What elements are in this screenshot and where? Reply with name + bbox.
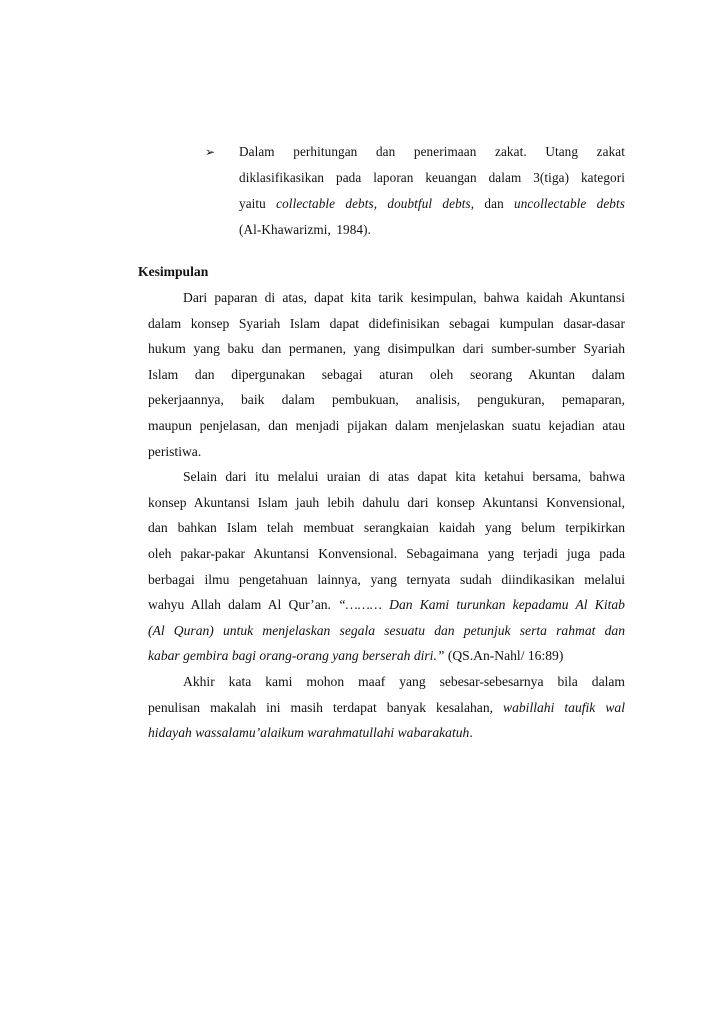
paragraph-line: Akhir kata kami mohon maaf yang sebesar-sebesarnya bila dalam bbox=[183, 673, 625, 689]
paragraph-text-span: . bbox=[469, 725, 473, 741]
bullet-line: diklasifikasikan pada laporan keuangan dalam 3(tiga) kategori bbox=[239, 170, 625, 185]
arrow-bullet-icon: ➢ bbox=[205, 145, 216, 159]
paragraph-line: Islam dan dipergunakan sebagai aturan oleh seorang Akuntan dalam bbox=[148, 366, 625, 382]
bullet-text-span: dan bbox=[474, 196, 515, 211]
paragraph-line: Selain dari itu melalui uraian di atas dapat kita ketahui bersama, bahwa bbox=[183, 469, 625, 485]
paragraph-line: Dari paparan di atas, dapat kita tarik kesimpulan, bahwa kaidah Akuntansi bbox=[183, 290, 625, 305]
closing-italic-span: hidayah wassalamu’alaikum warahmatullahi wabarakatuh bbox=[148, 725, 470, 741]
quran-quote-span: “……… Dan Kami turunkan kepadamu Al Kitab bbox=[338, 597, 625, 613]
paragraph-line: maupun penjelasan, dan menjadi pijakan dalam menjelaskan suatu kejadian atau bbox=[148, 417, 625, 433]
paragraph-line: berbagai ilmu pengetahuan lainnya, yang ternyata sudah diindikasikan melalui bbox=[148, 571, 625, 587]
bullet-line bbox=[239, 191, 625, 217]
citation-span: (QS.An-Nahl/ 16:89) bbox=[444, 648, 564, 664]
paragraph-line: konsep Akuntansi Islam jauh lebih dahulu dari konsep Akuntansi Konvensional, bbox=[148, 494, 625, 510]
section-body bbox=[148, 285, 625, 746]
bullet-item bbox=[205, 139, 625, 243]
paragraph-line: peristiwa. bbox=[148, 443, 202, 459]
paragraph-line bbox=[148, 592, 625, 618]
section-heading: Kesimpulan bbox=[138, 264, 209, 279]
paragraph-line: (Al Quran) untuk menjelaskan segala sesuatu dan petunjuk serta rahmat dan bbox=[148, 622, 625, 638]
paragraph-line bbox=[148, 695, 625, 721]
bullet-italic-span: collectable debts, doubtful debts, bbox=[276, 196, 475, 211]
bullet-line: (Al-Khawarizmi, 1984). bbox=[239, 222, 372, 237]
bullet-text-span: yaitu bbox=[239, 196, 277, 211]
bullet-line: Dalam perhitungan dan penerimaan zakat. Utang zakat bbox=[239, 144, 625, 159]
bullet-italic-span: uncollectable debts bbox=[514, 196, 625, 211]
bullet-text bbox=[239, 139, 625, 243]
paragraph-line: oleh pakar-pakar Akuntansi Konvensional. Sebagaimana yang terjadi juga pada bbox=[148, 545, 625, 561]
paragraph-text-span: penulisan makalah ini masih terdapat banyak kesalahan, bbox=[148, 699, 504, 715]
paragraph-line: hukum yang baku dan permanen, yang disimpulkan dari sumber-sumber Syariah bbox=[148, 341, 625, 357]
closing-italic-span: wabillahi taufik wal bbox=[503, 699, 625, 715]
paragraph-line: pekerjaannya, baik dalam pembukuan, analisis, pengukuran, pemaparan, bbox=[148, 392, 625, 408]
quran-quote-span: kabar gembira bagi orang-orang yang berserah diri.” bbox=[148, 648, 445, 664]
paragraph-line: dan bahkan Islam telah membuat serangkaian kaidah yang belum terpikirkan bbox=[148, 520, 625, 536]
paragraph-text-span: wahyu Allah dalam Al Qur’an. bbox=[148, 597, 339, 613]
paragraph-line bbox=[148, 720, 625, 746]
paragraph-line: dalam konsep Syariah Islam dapat didefinisikan sebagai kumpulan dasar-dasar bbox=[148, 315, 625, 331]
paragraph-line bbox=[148, 643, 625, 669]
